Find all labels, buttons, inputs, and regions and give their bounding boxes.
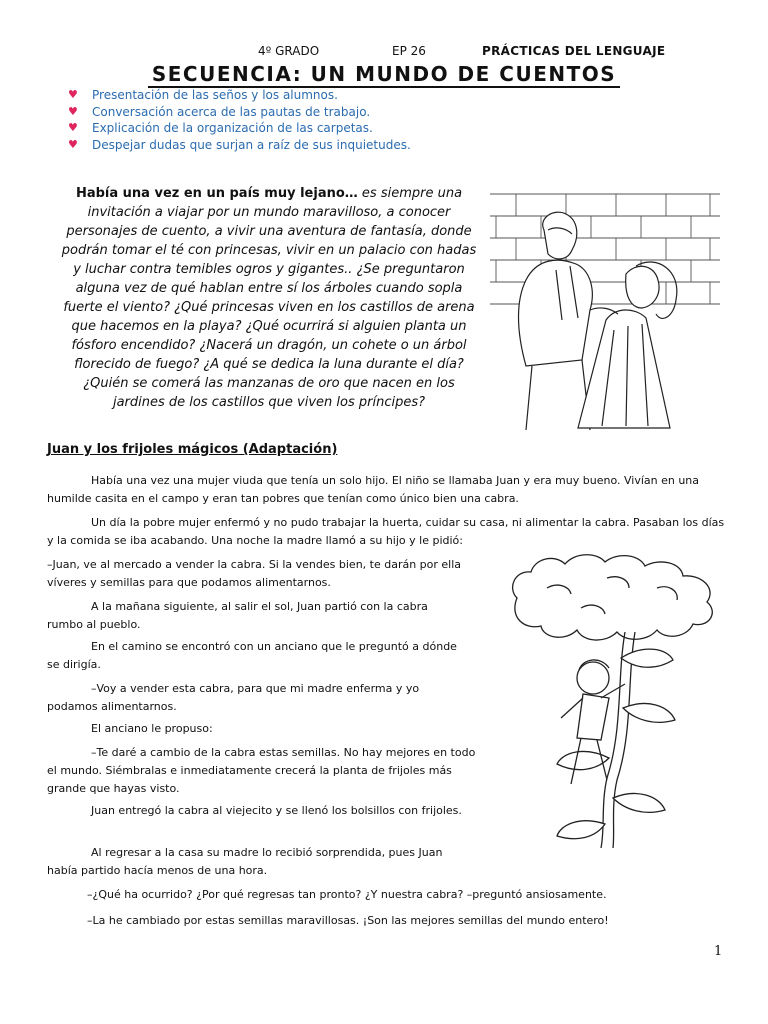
heart-icon: ♥ [68, 121, 78, 134]
subject-label: PRÁCTICAS DEL LENGUAJE [482, 44, 666, 58]
list-item [68, 104, 411, 121]
story-paragraph [47, 472, 727, 508]
paragraph-text: –Voy a vender esta cabra, para que mi madre enferma y yo podamos alimentarnos. [47, 682, 420, 713]
school-label: EP 26 [392, 44, 426, 58]
objectives-list [68, 87, 411, 153]
paragraph-text: Un día la pobre mujer enfermó y no pudo trabajar la huerta, cuidar su casa, ni alimentar la cabra. Pasaban los días y la comida se iba acabando. Una noche la madre llamó a su hijo y le pidió: [47, 516, 725, 547]
paragraph-text: –Te daré a cambio de la cabra estas semillas. No hay mejores en todo el mundo. Siémbralas e inmediatamente crecerá la planta de frijoles más grande que hayas visto. [47, 746, 476, 795]
prince-princess-illustration [486, 190, 724, 436]
story-paragraph [47, 556, 467, 592]
story-paragraph [47, 638, 467, 674]
page-number: 1 [714, 944, 723, 959]
story-paragraph [47, 744, 477, 798]
jack-beanstalk-illustration [497, 548, 733, 850]
list-item [68, 87, 411, 104]
paragraph-text: Al regresar a la casa su madre lo recibió sorprendida, pues Juan había partido hacía menos de una hora. [47, 846, 443, 877]
story-paragraph [47, 886, 727, 904]
paragraph-text: –La he cambiado por estas semillas maravillosas. ¡Son las mejores semillas del mundo entero! [87, 914, 609, 927]
paragraph-text: A la mañana siguiente, al salir el sol, Juan partió con la cabra rumbo al pueblo. [47, 600, 428, 631]
story-paragraph [47, 802, 467, 820]
paragraph-text: –¿Qué ha ocurrido? ¿Por qué regresas tan pronto? ¿Y nuestra cabra? –preguntó ansiosamente. [87, 888, 607, 901]
page-title [0, 62, 768, 86]
intro-paragraph [60, 184, 478, 412]
page-title-text: SECUENCIA: UN MUNDO DE CUENTOS [148, 62, 620, 88]
grade-label: 4º GRADO [258, 44, 320, 58]
list-item [68, 137, 411, 154]
list-item-text: Explicación de la organización de las carpetas. [92, 121, 373, 135]
list-item-text: Presentación de las seños y los alumnos. [92, 88, 338, 102]
story-paragraph [47, 680, 467, 716]
paragraph-text: –Juan, ve al mercado a vender la cabra. Si la vendes bien, te darán por ella víveres y semillas para que podamos alimentarnos. [47, 558, 462, 589]
story-paragraph [47, 514, 727, 550]
heart-icon: ♥ [68, 104, 78, 118]
paragraph-text: En el camino se encontró con un anciano que le preguntó a dónde se dirigía. [47, 640, 457, 671]
list-item-text: Despejar dudas que surjan a raíz de sus inquietudes. [92, 137, 411, 152]
heart-icon: ♥ [68, 88, 78, 101]
list-item [68, 120, 411, 137]
paragraph-text: Juan entregó la cabra al viejecito y se llenó los bolsillos con frijoles. [91, 804, 462, 817]
story-paragraph [47, 912, 727, 930]
story-title: Juan y los frijoles mágicos (Adaptación) [47, 442, 338, 457]
heart-icon: ♥ [68, 137, 78, 151]
list-item-text: Conversación acerca de las pautas de trabajo. [92, 104, 371, 119]
intro-lead: Había una vez en un país muy lejano… [75, 186, 358, 201]
paragraph-text: El anciano le propuso: [91, 722, 213, 735]
intro-body: es siempre una invitación a viajar por un mundo maravilloso, a conocer personajes de cuento, a vivir una aventura de fantasía, donde podrán tomar el té con princesas, vivir en un palacio con hadas y luchar contra temibles ogros y gigantes.. ¿Se preguntaron alguna vez de qué hablan entre sí los árboles cuando sopla fuerte el viento? ¿Qué princesas viven en los castillos de arena que hacemos en la playa? ¿Qué ocurrirá si alguien planta un fósforo encendido? ¿Nacerá un dragón, un cohete o un árbol florecido de fuego? ¿A qué se dedica la luna durante el día? ¿Quién se comerá las manzanas de oro que nacen en los jardines de los castillos que viven los príncipes? [61, 186, 477, 410]
paragraph-text: Había una vez una mujer viuda que tenía un solo hijo. El niño se llamaba Juan y era muy bueno. Vivían en una humilde casita en el campo y eran tan pobres que tenían como único bien una cabra. [47, 474, 700, 505]
story-paragraph [47, 598, 467, 634]
story-paragraph [47, 844, 467, 880]
story-paragraph [47, 720, 467, 738]
